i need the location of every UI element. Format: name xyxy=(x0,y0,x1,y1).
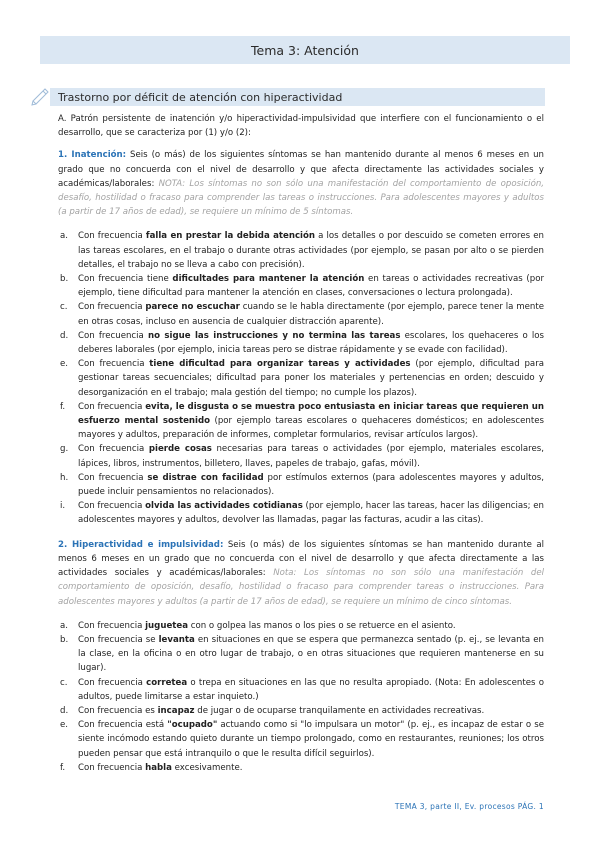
section-title: Trastorno por déficit de atención con hiperactividad xyxy=(58,90,343,104)
list-item: d. Con frecuencia es incapaz de jugar o de ocuparse tranquilamente en actividades recreativas. xyxy=(60,705,485,716)
list-item: a. Con frecuencia falla en prestar la debida atención a los detalles o por descuido se cometen errores en las tareas escolares, en el trabajo o durante otras actividades (por ejemplo, se pasan por alto o se pierden detalles, el trabajo no se lleva a cabo con precisión). xyxy=(60,231,544,270)
hiperactividad-note: Nota: Los síntomas no son sólo una manifestación del comportamiento de oposición, desafío, hostilidad o fracaso para comprender tareas o instrucciones. Para adolescentes mayores y adultos (a partir de 17 años de edad), se requiere un mínimo de cinco síntomas. xyxy=(58,568,545,607)
page-title: Tema 3: Atención xyxy=(251,42,359,58)
list-item: f. Con frecuencia evita, le disgusta o se muestra poco entusiasta en iniciar tareas que requieren un esfuerzo mental sostenido (por ejemplo tareas escolares o quehaceres domésticos; en adolescentes mayores y adultos, preparación de informes, completar formularios, revisar artículos largos). xyxy=(60,401,545,441)
hiperactividad-list xyxy=(58,619,544,775)
intro-paragraph: A. Patrón persistente de inatención y/o hiperactividad-impulsividad que interfiere con el funcionamiento o el desarrollo, que se caracteriza por (1) y/o (2): xyxy=(58,114,544,139)
list-item: g. Con frecuencia pierde cosas necesarias para tareas o actividades (por ejemplo, materiales escolares, lápices, libros, instrumentos, billetero, llaves, papeles de trabajo, gafas, móvil). xyxy=(60,444,544,469)
page-footer: TEMA 3, parte II, Ev. procesos PÁG. 1 xyxy=(394,802,544,811)
section-header xyxy=(50,88,545,106)
list-item: b. Con frecuencia se levanta en situaciones en que se espera que permanezca sentado (p. ej., se levanta en la clase, en la oficina o en otro lugar de trabajo, o en otras situaciones que requieren mantenerse en su lugar). xyxy=(60,634,545,674)
inatencion-heading: 1. Inatención: xyxy=(58,150,127,161)
inatencion-list xyxy=(58,229,544,527)
inatencion-paragraph xyxy=(58,148,544,219)
list-item: e. Con frecuencia tiene dificultad para organizar tareas y actividades (por ejemplo, dificultad para gestionar tareas secuenciales; dificultad para poner los materiales y pertenencias en orden; descuido y desorganización en el trabajo; mala gestión del tiempo; no cumple los plazos). xyxy=(60,359,544,398)
hiperactividad-paragraph xyxy=(58,538,544,609)
list-item: a. Con frecuencia juguetea con o golpea las manos o los pies o se retuerce en el asiento. xyxy=(60,620,456,631)
list-item: c. Con frecuencia parece no escuchar cuando se le habla directamente (por ejemplo, parece tener la mente en otras cosas, incluso en ausencia de cualquier distracción aparente). xyxy=(60,302,544,327)
inatencion-note: NOTA: Los síntomas no son sólo una manifestación del comportamiento de oposición, desafío, hostilidad o fracaso para comprender las tareas o instrucciones. Para adolescentes mayores y adultos (a partir de 17 años de edad), se requiere un mínimo de 5 síntomas. xyxy=(58,178,544,218)
hiperactividad-text: Seis (o más) de los siguientes síntomas se han mantenido durante al menos 6 meses en un grado que no concuerda con el nivel de desarrollo y que afecta directamente a las actividades sociales y académicas/laborales: xyxy=(58,539,545,579)
pencil-icon xyxy=(30,84,52,106)
list-item: d. Con frecuencia no sigue las instrucciones y no termina las tareas escolares, los quehaceres o los deberes laborales (por ejemplo, inicia tareas pero se distrae rápidamente y se evade con facilidad). xyxy=(60,330,544,356)
document-body xyxy=(58,112,544,775)
inatencion-text: Seis (o más) de los siguientes síntomas se han mantenido durante al menos 6 meses en un grado que no concuerda con el nivel de desarrollo y que afecta directamente las actividades sociales y académicas/laborales: xyxy=(58,150,544,189)
list-item: h. Con frecuencia se distrae con facilidad por estímulos externos (para adolescentes mayores y adultos, puede incluir pensamientos no relacionados). xyxy=(60,472,545,498)
hiperactividad-heading: 2. Hiperactividad e impulsividad: xyxy=(58,539,224,550)
list-item: f. Con frecuencia habla excesivamente. xyxy=(60,762,243,773)
list-item: c. Con frecuencia corretea o trepa en situaciones en las que no resulta apropiado. (Nota: En adolescentes o adultos, puede limitarse a estar inquieto.) xyxy=(60,677,544,702)
list-item: e. Con frecuencia está "ocupado" actuando como si "lo impulsara un motor" (p. ej., es incapaz de estar o se siente incómodo estando quieto durante un tiempo prolongado, como en restaurantes, reuniones; los otros pueden pensar que está intranquilo o que le resulta difícil seguirlos). xyxy=(60,720,544,759)
page-header xyxy=(40,36,570,64)
list-item: i. Con frecuencia olvida las actividades cotidianas (por ejemplo, hacer las tareas, hacer las diligencias; en adolescentes mayores y adultos, devolver las llamadas, pagar las facturas, acudir a las citas). xyxy=(60,501,544,526)
list-item: b. Con frecuencia tiene dificultades para mantener la atención en tareas o actividades recreativas (por ejemplo, tiene dificultad para mantener la atención en clases, conversaciones o lectura prolongada). xyxy=(60,274,544,299)
